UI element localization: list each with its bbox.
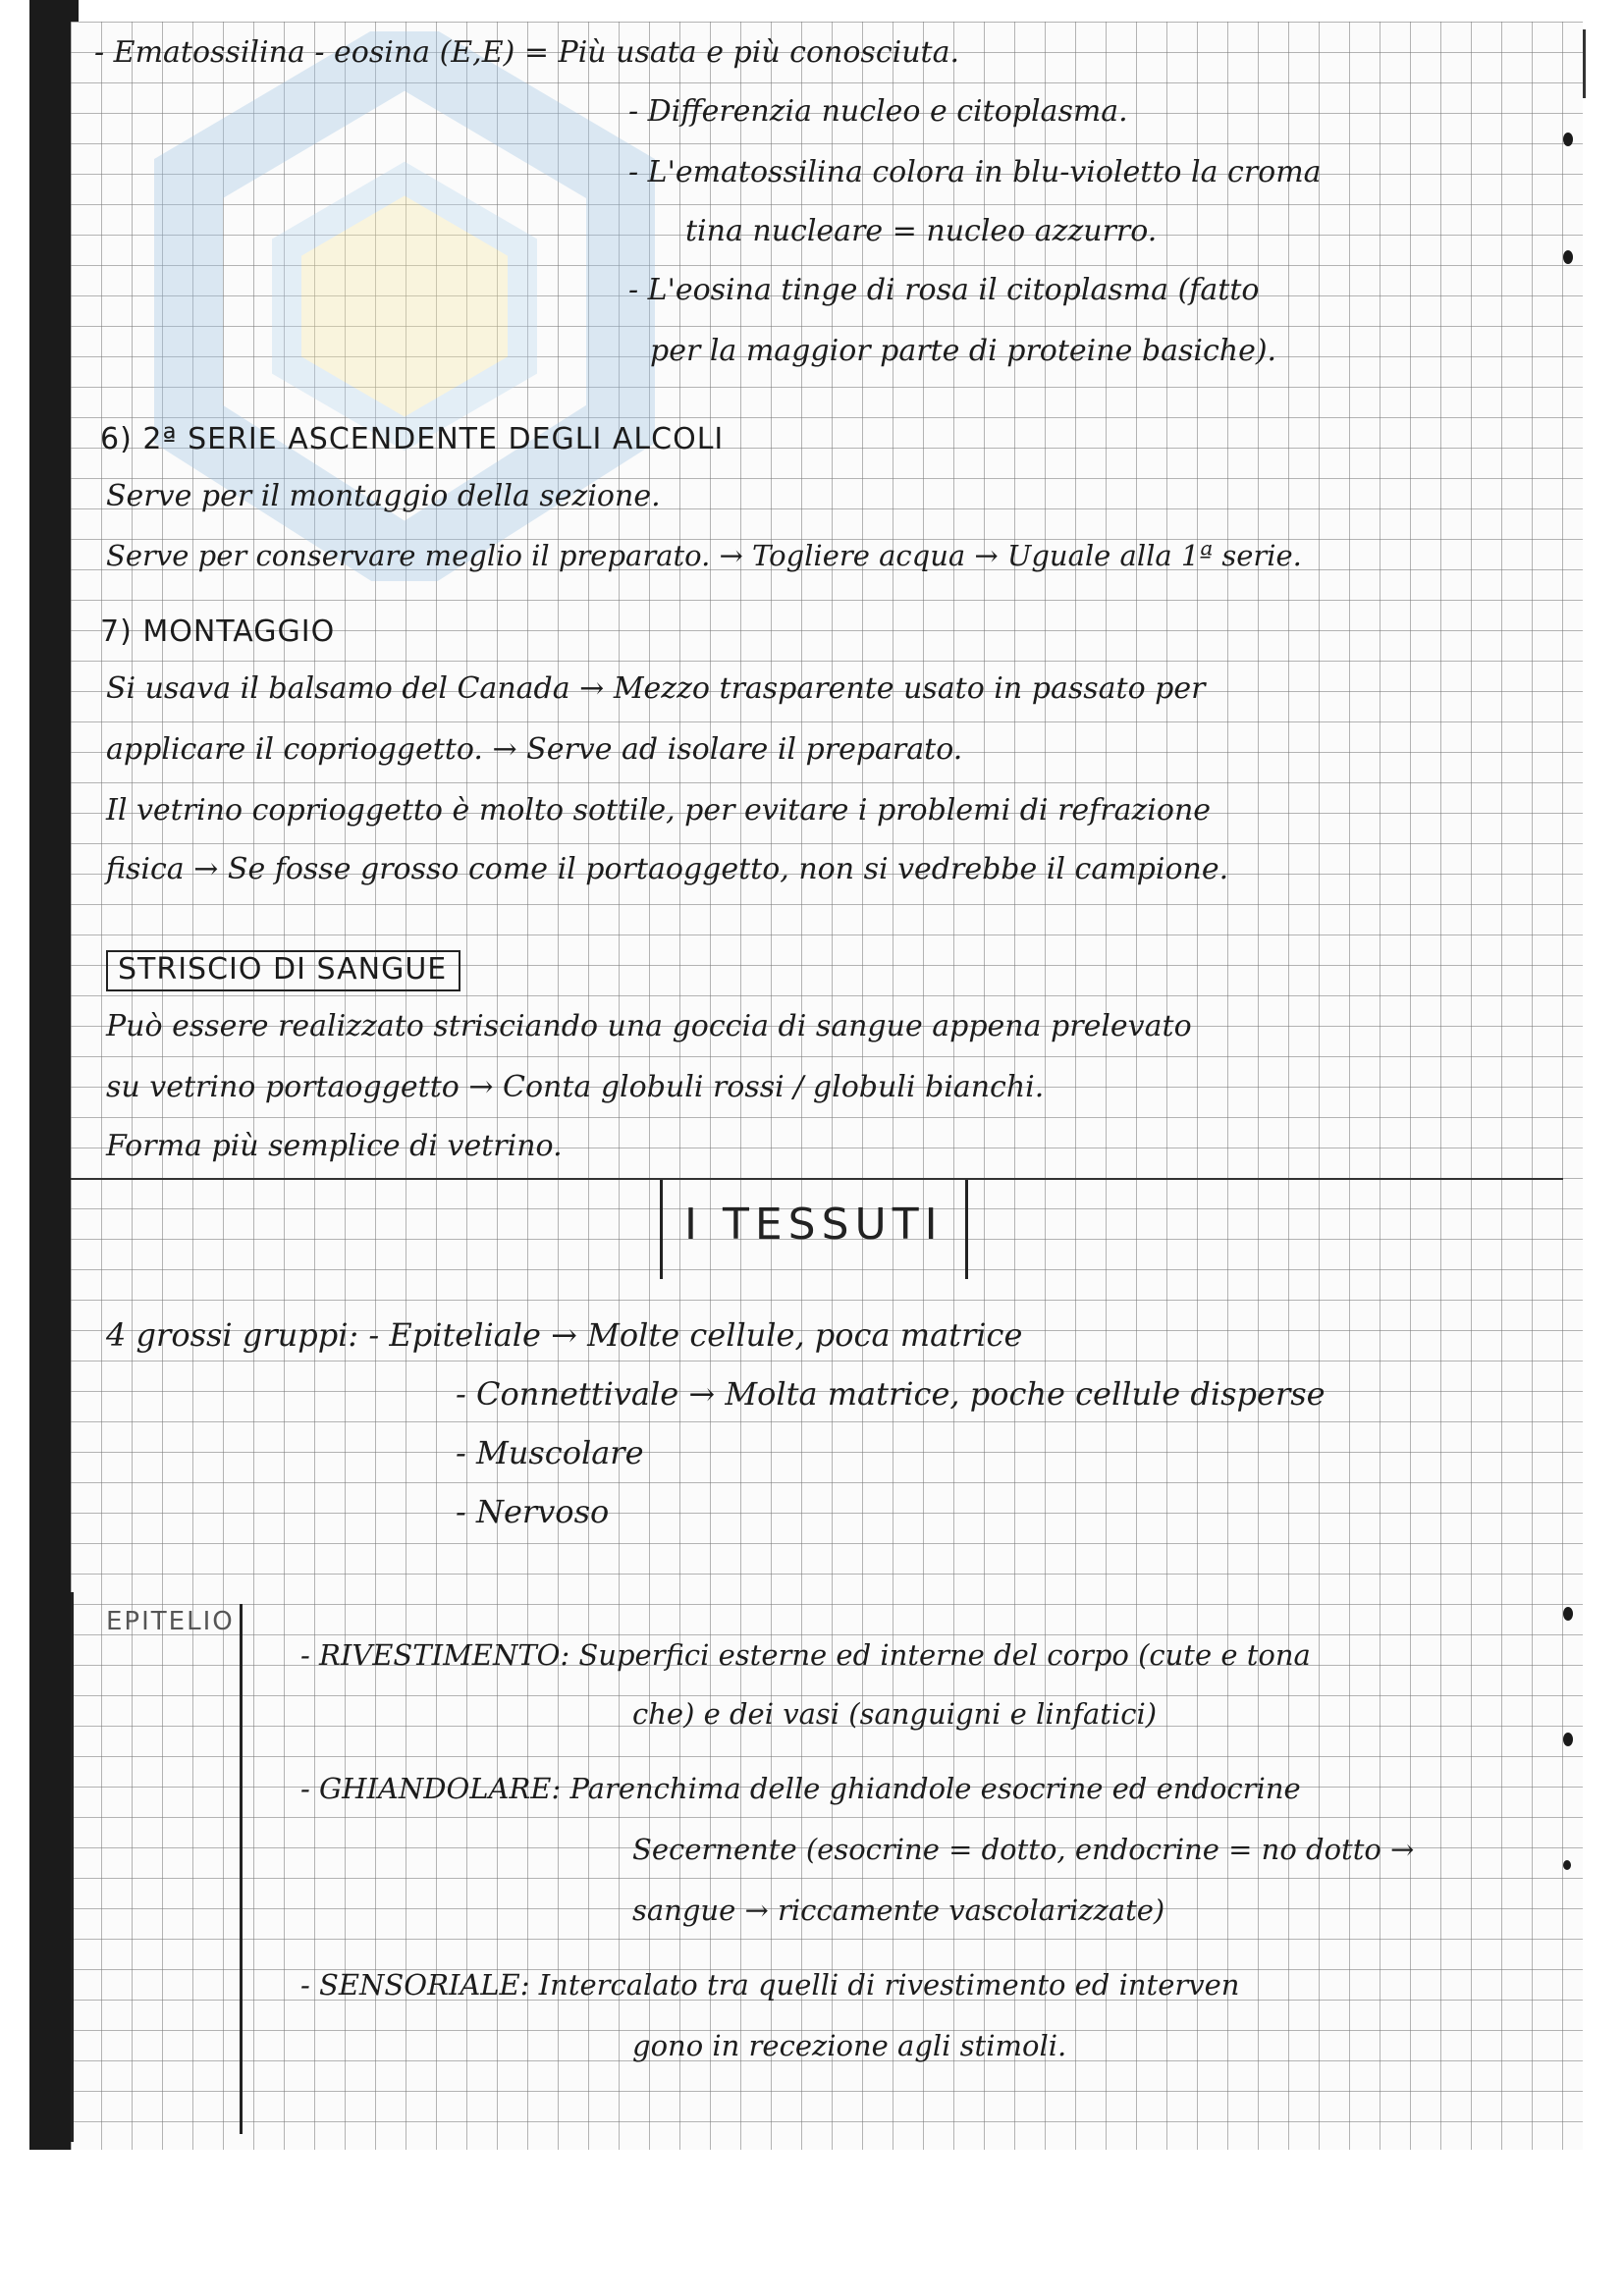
grid-paper <box>71 22 1583 2150</box>
binder-hole <box>1563 1733 1573 1746</box>
heading-montaggio: 7) MONTAGGIO <box>100 614 336 649</box>
line-portaoggetto: fisica → Se fosse grosso come il portaoggetto, non si vedrebbe il campione. <box>106 852 1229 886</box>
binder-hole <box>1563 250 1573 264</box>
epitelio-bracket <box>228 1604 243 2134</box>
line-vascolarizzate: sangue → riccamente vascolarizzate) <box>632 1894 1165 1927</box>
line-vetrino-sottile: Il vetrino coprioggetto è molto sottile, per evitare i problemi di refrazione <box>106 793 1212 828</box>
margin-line <box>71 1592 74 2142</box>
binder-hole <box>1563 1860 1571 1870</box>
line-ematossilina: - Ematossilina - eosina (E,E) = Più usata e più conosciuta. <box>94 35 960 70</box>
page-edge-mark <box>1583 29 1586 98</box>
line-connettivale: - Connettivale → Molta matrice, poche cellule disperse <box>456 1375 1326 1413</box>
line-montaggio-sezione: Serve per il montaggio della sezione. <box>106 479 661 513</box>
heading-striscio-sangue: STRISCIO DI SANGUE <box>106 950 460 991</box>
line-balsamo-canada: Si usava il balsamo del Canada → Mezzo trasparente usato in passato per <box>106 671 1206 706</box>
line-nervoso: - Nervoso <box>456 1493 610 1530</box>
line-proteine-basiche: per la maggior parte di proteine basiche). <box>650 334 1277 368</box>
label-epitelio: EPITELIO <box>106 1607 235 1636</box>
line-sensoriale: - SENSORIALE: Intercalato tra quelli di rivestimento ed interven <box>300 1968 1240 2002</box>
line-ematossilina-colora: - L'ematossilina colora in blu-violetto la croma <box>628 155 1322 189</box>
line-differenzia: - Differenzia nucleo e citoplasma. <box>628 94 1128 129</box>
line-secernente: Secernente (esocrine = dotto, endocrine = no dotto → <box>632 1833 1415 1866</box>
line-muscolare: - Muscolare <box>456 1434 644 1471</box>
line-nucleo-azzurro: tina nucleare = nucleo azzurro. <box>685 214 1158 248</box>
line-goccia-sangue: Può essere realizzato strisciando una goccia di sangue appena prelevato <box>106 1009 1192 1043</box>
line-forma-semplice: Forma più semplice di vetrino. <box>106 1129 563 1163</box>
heading-serie-ascendente: 6) 2ª SERIE ASCENDENTE DEGLI ALCOLI <box>100 422 725 456</box>
binder-hole <box>1563 1607 1573 1621</box>
line-recezione: gono in recezione agli stimoli. <box>632 2029 1067 2062</box>
line-rivestimento: - RIVESTIMENTO: Superfici esterne ed interne del corpo (cute e tona <box>300 1638 1311 1672</box>
line-ghiandolare: - GHIANDOLARE: Parenchima delle ghiandole esocrine ed endocrine <box>300 1772 1301 1805</box>
binder-hole <box>1563 133 1573 146</box>
title-i-tessuti: I TESSUTI <box>660 1180 968 1279</box>
line-eosina: - L'eosina tinge di rosa il citoplasma (fatto <box>628 273 1260 307</box>
line-conta-globuli: su vetrino portaoggetto → Conta globuli rossi / globuli bianchi. <box>106 1070 1045 1104</box>
line-grossi-gruppi: 4 grossi gruppi: - Epiteliale → Molte cellule, poca matrice <box>106 1316 1023 1354</box>
line-conservare-preparato: Serve per conservare meglio il preparato. → Togliere acqua → Uguale alla 1ª serie. <box>106 539 1302 572</box>
line-coprioggetto: applicare il coprioggetto. → Serve ad isolare il preparato. <box>106 732 963 767</box>
line-vasi: che) e dei vasi (sanguigni e linfatici) <box>632 1697 1158 1731</box>
